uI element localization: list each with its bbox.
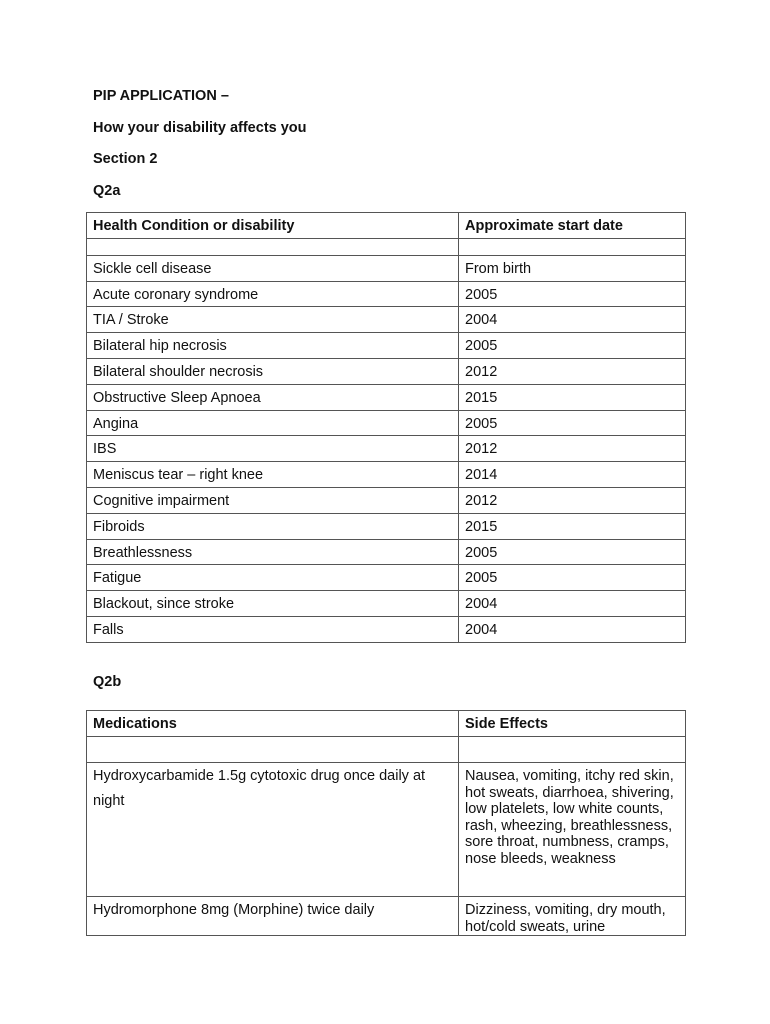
start-date-cell: 2014 <box>459 462 686 488</box>
condition-cell: Bilateral shoulder necrosis <box>87 358 459 384</box>
table-row <box>87 487 686 513</box>
table-row <box>87 333 686 359</box>
document-title: PIP APPLICATION – <box>93 88 229 104</box>
condition-cell: Sickle cell disease <box>87 255 459 281</box>
condition-cell: IBS <box>87 436 459 462</box>
table-row <box>87 462 686 488</box>
table-row <box>87 255 686 281</box>
condition-cell: Angina <box>87 410 459 436</box>
q2b-label: Q2b <box>93 674 122 690</box>
start-date-cell: 2012 <box>459 436 686 462</box>
condition-cell: Acute coronary syndrome <box>87 281 459 307</box>
condition-cell: Falls <box>87 616 459 642</box>
table-cell <box>459 737 686 763</box>
start-date-cell: 2004 <box>459 307 686 333</box>
start-date-cell: 2004 <box>459 591 686 617</box>
start-date-cell: 2005 <box>459 333 686 359</box>
start-date-cell: 2004 <box>459 616 686 642</box>
column-header-side-effects: Side Effects <box>459 711 686 737</box>
table-row <box>87 591 686 617</box>
condition-cell: TIA / Stroke <box>87 307 459 333</box>
condition-cell: Meniscus tear – right knee <box>87 462 459 488</box>
table-cell <box>87 737 459 763</box>
medications-table <box>86 710 686 936</box>
table-row <box>87 763 686 897</box>
start-date-cell: 2012 <box>459 487 686 513</box>
column-header-medications: Medications <box>87 711 459 737</box>
table-row <box>87 616 686 642</box>
table-row <box>87 897 686 936</box>
table-header-row <box>87 213 686 239</box>
table-row <box>87 307 686 333</box>
start-date-cell: 2005 <box>459 539 686 565</box>
empty-row <box>87 737 686 763</box>
column-header-start-date: Approximate start date <box>459 213 686 239</box>
condition-cell: Blackout, since stroke <box>87 591 459 617</box>
start-date-cell: 2005 <box>459 565 686 591</box>
table-row <box>87 539 686 565</box>
condition-cell: Fatigue <box>87 565 459 591</box>
table-row <box>87 410 686 436</box>
start-date-cell: 2005 <box>459 281 686 307</box>
condition-cell: Cognitive impairment <box>87 487 459 513</box>
table-row <box>87 565 686 591</box>
condition-cell: Bilateral hip necrosis <box>87 333 459 359</box>
table-cell <box>459 238 686 255</box>
table-row <box>87 513 686 539</box>
table-row <box>87 384 686 410</box>
q2a-label: Q2a <box>93 183 121 199</box>
table-cell <box>87 238 459 255</box>
medication-cell: Hydroxycarbamide 1.5g cytotoxic drug once daily at night <box>87 763 459 897</box>
condition-cell: Fibroids <box>87 513 459 539</box>
table-header-row <box>87 711 686 737</box>
section-label: Section 2 <box>93 151 158 167</box>
table-row <box>87 358 686 384</box>
start-date-cell: From birth <box>459 255 686 281</box>
start-date-cell: 2015 <box>459 384 686 410</box>
table-row <box>87 436 686 462</box>
health-conditions-table <box>86 212 686 643</box>
medication-cell: Hydromorphone 8mg (Morphine) twice daily <box>87 897 459 936</box>
start-date-cell: 2005 <box>459 410 686 436</box>
column-header-condition: Health Condition or disability <box>87 213 459 239</box>
side-effects-cell: Nausea, vomiting, itchy red skin, hot sweats, diarrhoea, shivering, low platelets, low white counts, rash, wheezing, breathlessness, sore throat, numbness, cramps, nose bleeds, weakness <box>459 763 686 897</box>
side-effects-cell: Dizziness, vomiting, dry mouth, hot/cold sweats, urine <box>459 897 686 936</box>
start-date-cell: 2012 <box>459 358 686 384</box>
table-row <box>87 281 686 307</box>
start-date-cell: 2015 <box>459 513 686 539</box>
condition-cell: Breathlessness <box>87 539 459 565</box>
document-subtitle: How your disability affects you <box>93 120 307 136</box>
empty-row <box>87 238 686 255</box>
condition-cell: Obstructive Sleep Apnoea <box>87 384 459 410</box>
